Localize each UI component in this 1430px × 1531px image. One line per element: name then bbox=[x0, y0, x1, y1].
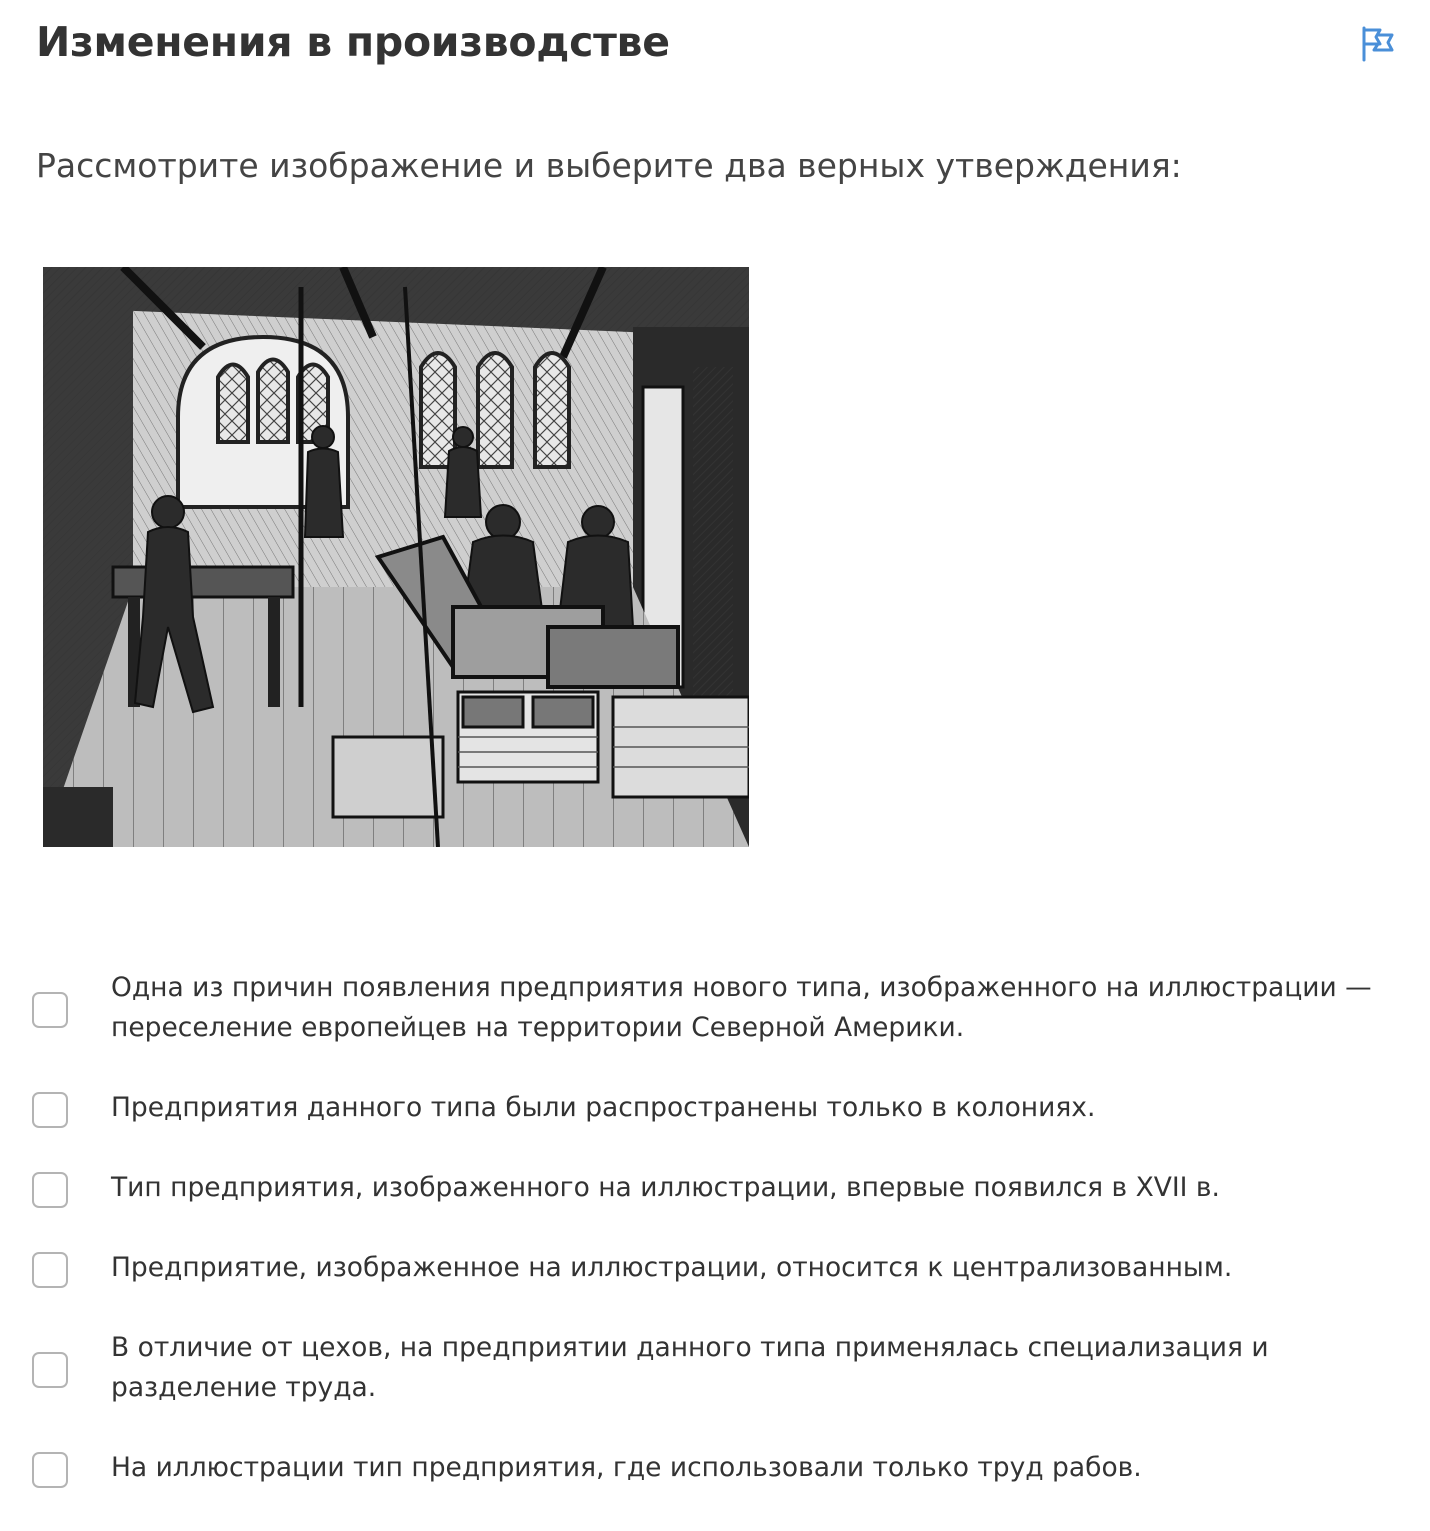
answer-option-text: Одна из причин появления предприятия нового типа, изображенного на иллюстрации — переселение европейцев на территории Северной Америки. bbox=[111, 972, 1372, 1043]
answer-checkbox[interactable] bbox=[32, 1252, 68, 1288]
answer-checkbox[interactable] bbox=[32, 1092, 68, 1128]
answer-option-3[interactable] bbox=[32, 1168, 1392, 1210]
answer-option-2[interactable] bbox=[32, 1088, 1392, 1130]
question-illustration bbox=[43, 267, 749, 847]
answer-checkbox[interactable] bbox=[32, 1352, 68, 1388]
answer-option-5[interactable] bbox=[32, 1328, 1392, 1410]
answer-option-text: В отличие от цехов, на предприятии данного типа применялась специализация и разделение труда. bbox=[111, 1332, 1269, 1403]
answer-checkbox[interactable] bbox=[32, 992, 68, 1028]
flag-icon[interactable] bbox=[1358, 24, 1398, 64]
answer-option-text: Предприятия данного типа были распространены только в колониях. bbox=[111, 1092, 1096, 1123]
answer-option-4[interactable] bbox=[32, 1248, 1392, 1290]
answer-checkbox[interactable] bbox=[32, 1172, 68, 1208]
answer-option-text: Предприятие, изображенное на иллюстрации, относится к централизованным. bbox=[111, 1252, 1233, 1283]
answer-option-text: На иллюстрации тип предприятия, где использовали только труд рабов. bbox=[111, 1452, 1142, 1483]
page-title: Изменения в производстве bbox=[36, 18, 670, 66]
answer-option-1[interactable] bbox=[32, 968, 1392, 1050]
answer-checkbox[interactable] bbox=[32, 1452, 68, 1488]
question-prompt: Рассмотрите изображение и выберите два верных утверждения: bbox=[36, 146, 1182, 185]
answer-option-text: Тип предприятия, изображенного на иллюстрации, впервые появился в XVII в. bbox=[111, 1172, 1220, 1203]
answer-option-6[interactable] bbox=[32, 1448, 1392, 1490]
